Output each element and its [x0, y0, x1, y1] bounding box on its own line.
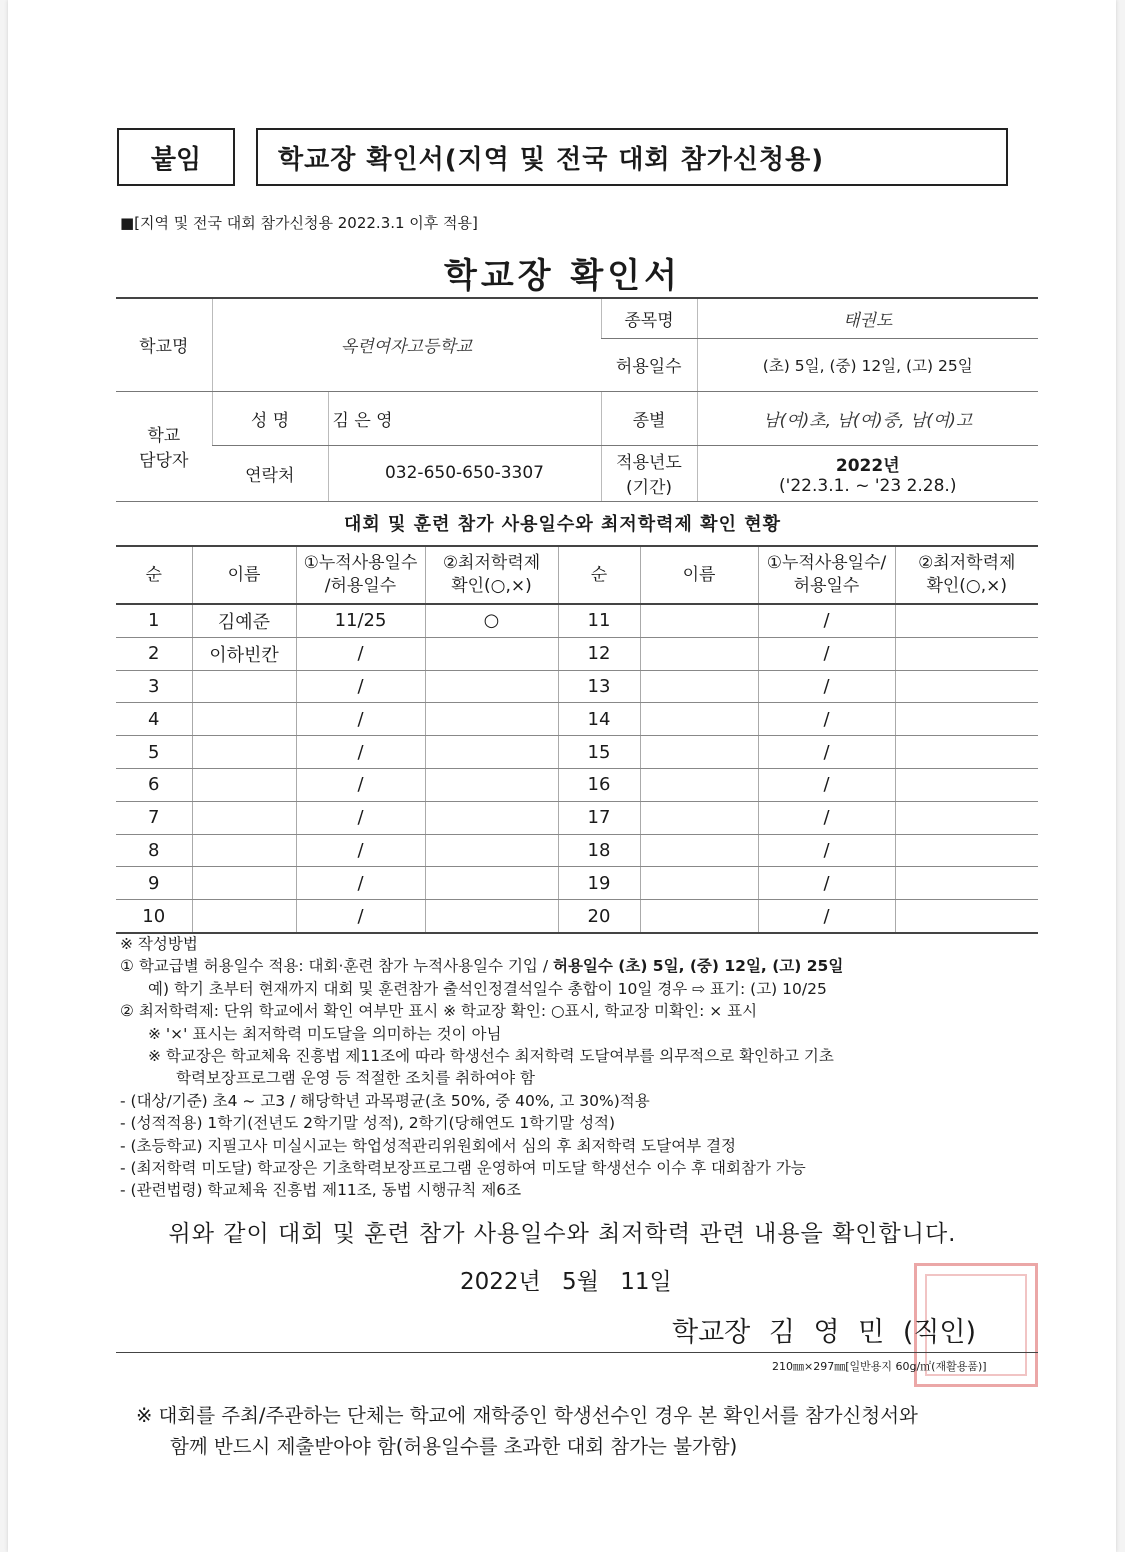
- row-days: /: [296, 900, 425, 933]
- row-no: 13: [558, 670, 640, 703]
- row-days: /: [758, 736, 895, 769]
- page-title: 학교장 확인서: [444, 256, 681, 296]
- document-banner: 학교장 확인서(지역 및 전국 대회 참가신청용): [256, 128, 1008, 186]
- header-days-left: [296, 546, 425, 604]
- row-no: 8: [116, 834, 192, 867]
- row-days: /: [296, 768, 425, 801]
- row-name: [640, 834, 758, 867]
- contact-label-line1: 학교: [147, 426, 181, 446]
- header-minimum-left: [425, 546, 558, 604]
- school-label: 학교명: [116, 298, 212, 391]
- detail-law: - (관련법령) 학교체육 진흥법 제11조, 동법 시행규칙 제6조: [120, 1181, 522, 1200]
- instructions: [120, 933, 1040, 1202]
- table-row: [116, 604, 1038, 637]
- table-row: [116, 670, 1038, 703]
- row-no: 5: [116, 736, 192, 769]
- row-days: /: [758, 604, 895, 637]
- header-no-right: 순: [558, 546, 640, 604]
- footer-line-1: ※ 대회를 주최/주관하는 단체는 학교에 재학중인 학생선수인 경우 본 확인서를 참가신청서와: [136, 1404, 918, 1427]
- header-days-right-line2: 허용일수: [793, 576, 860, 596]
- instruction-1-example: 예) 학기 초부터 현재까지 대회 및 훈련참가 출석인정결석일수 총합이 10일 경우 ⇨ 표기: (고) 10/25: [148, 979, 827, 998]
- year-label: [601, 445, 697, 501]
- header-minimum-right: [895, 546, 1038, 604]
- row-no: 10: [116, 900, 192, 933]
- row-name: [640, 768, 758, 801]
- row-days: /: [758, 801, 895, 834]
- row-minimum: [425, 736, 558, 769]
- name-value: 김 은 영: [328, 391, 601, 445]
- allowed-days-label: 허용일수: [601, 338, 697, 391]
- row-name: [192, 736, 296, 769]
- table-row: [116, 900, 1038, 933]
- row-minimum: [425, 703, 558, 736]
- row-days: /: [758, 834, 895, 867]
- year-value-line2: ('22.3.1. ~ '23 2.28.): [779, 475, 957, 496]
- row-minimum: [895, 703, 1038, 736]
- phone-value: 032-650-650-3307: [328, 445, 601, 501]
- year-value: [697, 445, 1038, 501]
- contact-label-line2: 담당자: [139, 451, 189, 471]
- row-no: 6: [116, 768, 192, 801]
- row-minimum: [895, 801, 1038, 834]
- row-name: [640, 637, 758, 670]
- row-no: 12: [558, 637, 640, 670]
- row-minimum: [425, 801, 558, 834]
- row-minimum: ○: [425, 604, 558, 637]
- row-name: [640, 900, 758, 933]
- signature-date: 2022년 5월 11일: [460, 1269, 672, 1295]
- row-no: 7: [116, 801, 192, 834]
- phone-label: 연락처: [212, 445, 328, 501]
- row-days: /: [296, 703, 425, 736]
- table-row: [116, 736, 1038, 769]
- table-row: [116, 867, 1038, 900]
- row-no: 17: [558, 801, 640, 834]
- row-days: /: [758, 867, 895, 900]
- school-value: 옥련여자고등학교: [212, 298, 601, 391]
- row-minimum: [425, 900, 558, 933]
- row-name: [192, 867, 296, 900]
- table-row: [116, 703, 1038, 736]
- row-no: 18: [558, 834, 640, 867]
- row-name: 이하빈칸: [192, 637, 296, 670]
- category-value: 남(여)초, 남(여)중, 남(여)고: [697, 391, 1038, 445]
- row-minimum: [425, 637, 558, 670]
- row-minimum: [425, 768, 558, 801]
- detail-elementary: - (초등학교) 지필고사 미실시교는 학업성적관리위원회에서 심의 후 최저학력 도달여부 결정: [120, 1136, 737, 1155]
- row-minimum: [895, 900, 1038, 933]
- row-name: [192, 768, 296, 801]
- detail-target: - (대상/기준) 초4 ~ 고3 / 해당학년 과목평균(초 50%, 중 40%, 고 30%)적용: [120, 1091, 650, 1110]
- row-name: [192, 703, 296, 736]
- category-label: 종별: [601, 391, 697, 445]
- principal-signature: 학교장 김 영 민 (직인): [672, 1317, 977, 1348]
- year-value-line1: 2022년: [835, 455, 900, 476]
- row-days: /: [758, 637, 895, 670]
- row-no: 16: [558, 768, 640, 801]
- row-name: [192, 900, 296, 933]
- row-no: 3: [116, 670, 192, 703]
- table-row: [116, 637, 1038, 670]
- detail-below-minimum: - (최저학력 미도달) 학교장은 기초학력보장프로그램 운영하여 미도달 학생선수 이수 후 대회참가 가능: [120, 1159, 806, 1178]
- instruction-1-emphasis: 허용일수 (초) 5일, (중) 12일, (고) 25일: [552, 957, 844, 976]
- header-name-left: 이름: [192, 546, 296, 604]
- row-name: 김예준: [192, 604, 296, 637]
- row-days: /: [296, 801, 425, 834]
- contact-label: [116, 391, 212, 501]
- row-no: 1: [116, 604, 192, 637]
- event-label: 종목명: [601, 298, 697, 338]
- row-name: [640, 670, 758, 703]
- header-days-left-line1: ①누적사용일수: [303, 553, 418, 574]
- row-days: /: [296, 670, 425, 703]
- row-days: /: [296, 834, 425, 867]
- allowed-days-value: (초) 5일, (중) 12일, (고) 25일: [697, 338, 1038, 391]
- instruction-1: [120, 955, 1040, 977]
- instruction-2: ② 최저학력제: 단위 학교에서 확인 여부만 표시 ※ 학교장 확인: ○표시, 학교장 미확인: × 표시: [120, 1002, 758, 1021]
- row-no: 14: [558, 703, 640, 736]
- row-days: /: [296, 637, 425, 670]
- row-days: /: [296, 867, 425, 900]
- name-label: 성 명: [212, 391, 328, 445]
- row-minimum: [895, 834, 1038, 867]
- header-name-right: 이름: [640, 546, 758, 604]
- header-minimum-right-line2: 확인(○,×): [926, 576, 1008, 596]
- row-no: 15: [558, 736, 640, 769]
- row-name: [640, 604, 758, 637]
- instruction-1-text: ① 학교급별 허용일수 적용: 대회·훈련 참가 누적사용일수 기입 /: [120, 957, 549, 976]
- detail-grades: - (성적적용) 1학기(전년도 2학기말 성적), 2학기(당해연도 1학기말 성적): [120, 1114, 616, 1133]
- instruction-2-note-a: ※ '×' 표시는 최저학력 미도달을 의미하는 것이 아님: [148, 1024, 502, 1043]
- header-no-left: 순: [116, 546, 192, 604]
- header-days-right: [758, 546, 895, 604]
- confirmation-statement: 위와 같이 대회 및 훈련 참가 사용일수와 최저학력 관련 내용을 확인합니다.: [168, 1221, 957, 1247]
- row-name: [640, 801, 758, 834]
- row-no: 20: [558, 900, 640, 933]
- footer-line-2: 함께 반드시 제출받아야 함(허용일수를 초과한 대회 참가는 불가함): [170, 1435, 738, 1458]
- row-minimum: [425, 834, 558, 867]
- table-row: [116, 768, 1038, 801]
- row-name: [640, 703, 758, 736]
- row-name: [192, 670, 296, 703]
- table-row: [116, 801, 1038, 834]
- row-name: [640, 736, 758, 769]
- header-minimum-right-line1: ②최저학력제: [918, 553, 1016, 574]
- row-days: /: [758, 703, 895, 736]
- header-days-right-line1: ①누적사용일수/: [766, 553, 887, 574]
- row-days: /: [758, 900, 895, 933]
- row-days: 11/25: [296, 604, 425, 637]
- event-value: 태권도: [697, 298, 1038, 338]
- row-days: /: [758, 670, 895, 703]
- row-name: [192, 834, 296, 867]
- row-minimum: [895, 736, 1038, 769]
- header-days-left-line2: /허용일수: [324, 576, 397, 596]
- row-minimum: [895, 670, 1038, 703]
- header-minimum-left-line2: 확인(○,×): [451, 576, 532, 596]
- row-minimum: [895, 604, 1038, 637]
- row-days: /: [758, 768, 895, 801]
- paper-spec: 210㎜×297㎜[일반용지 60g/㎡(재활용품)]: [772, 1360, 987, 1373]
- header-minimum-left-line1: ②최저학력제: [442, 553, 541, 574]
- row-no: 9: [116, 867, 192, 900]
- table-row: [116, 834, 1038, 867]
- section-title: 대회 및 훈련 참가 사용일수와 최저학력제 확인 현황: [343, 514, 781, 535]
- row-no: 11: [558, 604, 640, 637]
- instruction-2-note-b: ※ 학교장은 학교체육 진흥법 제11조에 따라 학생선수 최저학력 도달여부를 의무적으로 확인하고 기초: [148, 1047, 834, 1066]
- row-minimum: [425, 670, 558, 703]
- row-minimum: [895, 867, 1038, 900]
- row-minimum: [895, 637, 1038, 670]
- divider: [116, 1352, 1038, 1353]
- row-days: /: [296, 736, 425, 769]
- row-no: 4: [116, 703, 192, 736]
- row-minimum: [895, 768, 1038, 801]
- year-label-line1: 적용년도: [616, 453, 682, 473]
- instruction-2-note-b-cont: 학력보장프로그램 운영 등 적절한 조치를 취하여야 함: [176, 1069, 535, 1088]
- year-label-line2: (기간): [625, 478, 673, 498]
- subheading: ■[지역 및 전국 대회 참가신청용 2022.3.1 이후 적용]: [120, 214, 478, 232]
- roster-table: [116, 545, 1038, 934]
- footer-note: [136, 1400, 918, 1462]
- instructions-heading: ※ 작성방법: [120, 935, 198, 953]
- info-table: [116, 297, 1038, 502]
- row-name: [192, 801, 296, 834]
- attachment-tag: 붙임: [117, 128, 235, 186]
- row-minimum: [425, 867, 558, 900]
- row-no: 2: [116, 637, 192, 670]
- row-name: [640, 867, 758, 900]
- row-no: 19: [558, 867, 640, 900]
